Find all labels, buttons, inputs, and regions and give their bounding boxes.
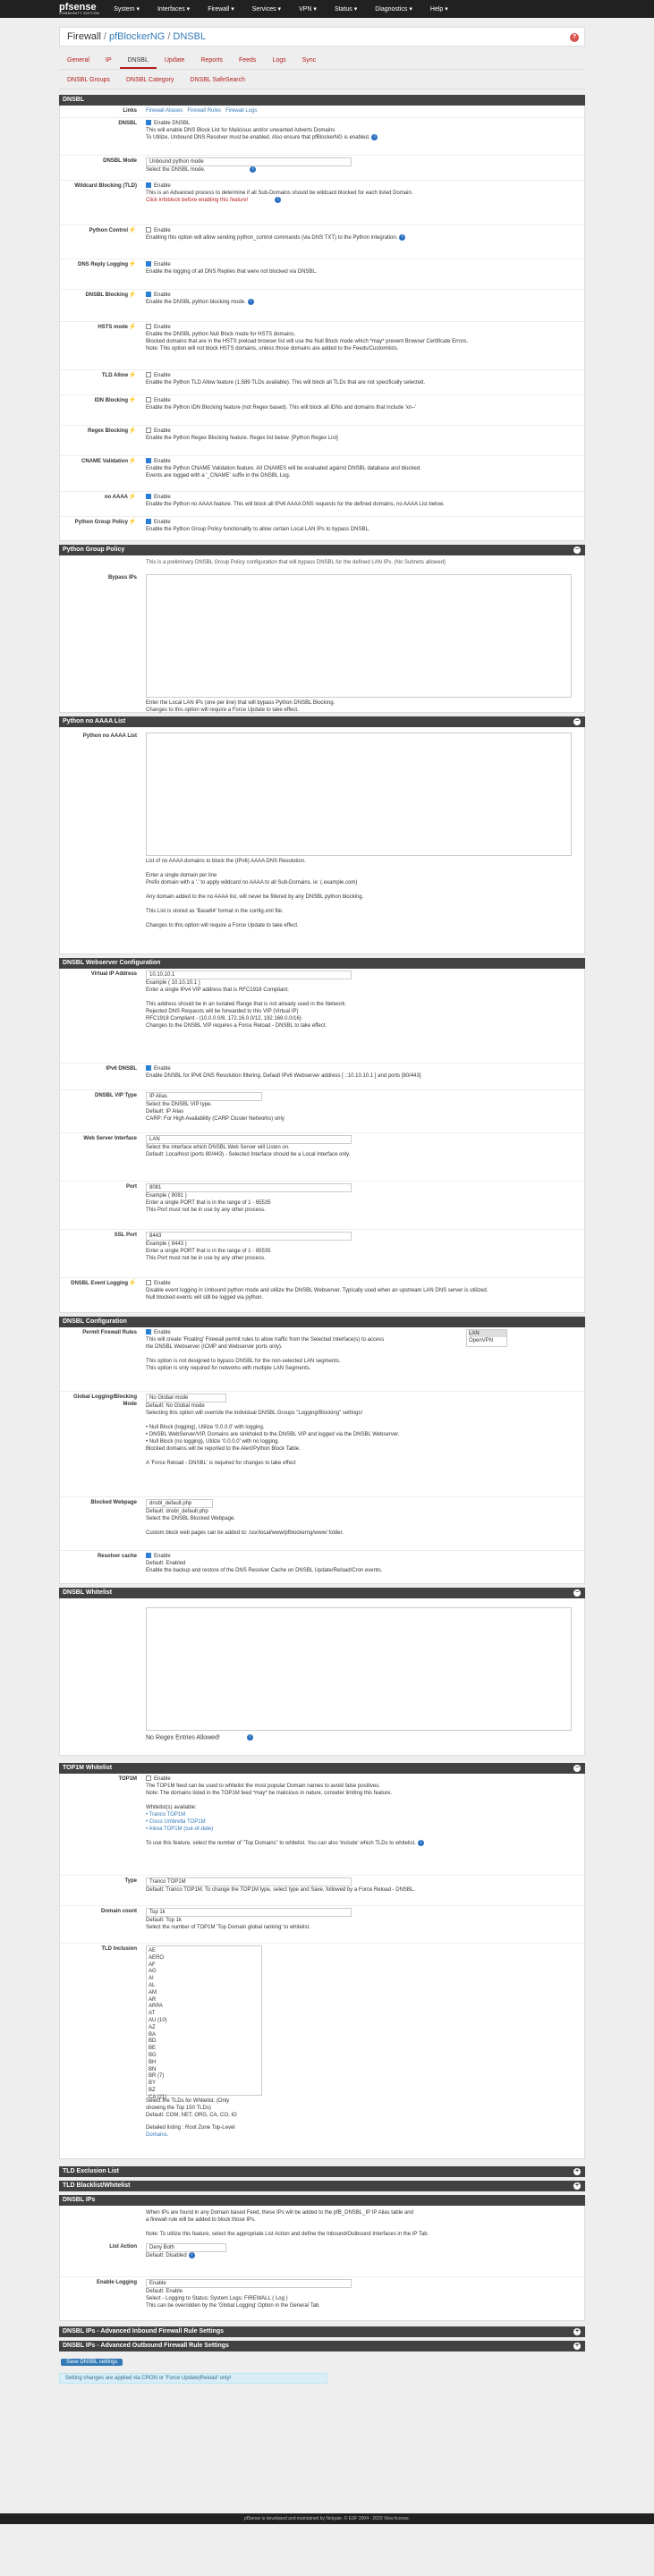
tld-option[interactable]: AF [149, 1962, 156, 1968]
vip-type-select[interactable]: IP Alias [146, 1092, 262, 1101]
info-icon[interactable]: i [247, 1734, 253, 1741]
bypass-ips-textarea[interactable] [146, 574, 572, 698]
global-logging-select[interactable]: No Global mode [146, 1394, 226, 1402]
tld-option[interactable]: CA (21) [149, 2094, 167, 2100]
section-header-whitelist: DNSBL Whitelist − [59, 1588, 585, 1598]
expand-icon[interactable]: + [574, 2343, 580, 2349]
section-dnsbl-ips: When IPs are found in any Domain based Feed, these IPs will be added to the pfB_DNSBL_IP IP Alias table and a firewall rule will be added to block those IPs. Note: To utilize this feature, select the appropriate List Action and define the Inbound/Outbound Interfaces in the IP Tab. List Action Deny Both Default: Disabled i Enable Logging Enable Default: Enable Select - Logging to Status: System Logs: FIREWALL ( Log ) This can be overridden by the 'Global Logging' Option in the General Tab. [59, 2206, 585, 2321]
tab-update[interactable]: Update [164, 57, 185, 64]
save-button[interactable]: Save DNSBL settings [61, 2359, 123, 2366]
link-firewall-aliases[interactable]: Firewall Aliases [146, 108, 183, 114]
section-configuration: Permit Firewall Rules Enable This will create 'Floating' Firewall permit rules to allow traffic from the Selected Interface(s) to access the DNSBL Webserver (ICMP and Webserver ports only). This option is not designed to bypass DNSBL for the non-selected LAN segments. This option is only required for networks with multiple LAN Segments. LAN OpenVPN Global Logging/Blocking Mode No Global mode Default: No Global mode Selecting this option will override the individual DNSBL Groups "Logging/Blocking" settings! • Null Block (logging), Utilize '0.0.0.0' with logging. • DNSBL WebServer/VIP, Domains are sinkholed to the DNSBL VIP and logged via the DNSBL Webserver. • Null Block (no logging), Utilize '0.0.0.0' with no logging. Blocked domains will be reported to the Alert/Python Block Table. A 'Force Reload - DNSBL' is required for changes to take effect Blocked Webpage dnsbl_default.php Default: dnsbl_default.php Select the DNSBL Blocked Webpage. Custom block web pages can be added to: /usr/local/www/pfblockerng/www/ folder. Resolver cache Enable Default: Enabled Enable the backup and restore of the DNS Resolver Cache on DNSBL Update/Reload/Cron events. [59, 1327, 585, 1584]
tab-ip[interactable]: IP [105, 57, 112, 64]
tab-reports[interactable]: Reports [200, 57, 223, 64]
info-icon[interactable]: i [399, 234, 405, 241]
expand-icon[interactable]: + [574, 2182, 580, 2189]
hsts-mode-checkbox[interactable] [146, 324, 151, 329]
navbar [0, 0, 654, 18]
info-alert: Setting changes are applied via CRON or 'Force Update|Reload' only! [59, 2373, 327, 2384]
permit-firewall-rules-checkbox[interactable] [146, 1329, 151, 1335]
bolt-icon: ⚡ [128, 519, 137, 525]
info-icon[interactable]: i [189, 2252, 195, 2258]
tld-option[interactable]: AERO [149, 1954, 165, 1961]
help-icon[interactable]: ? [570, 33, 579, 42]
virtual-ip-input[interactable]: 10.10.10.1 [146, 970, 352, 979]
section-whitelist: No Regex Entries Allowed! i [59, 1598, 585, 1756]
bolt-icon: ⚡ [128, 458, 137, 464]
info-icon[interactable]: i [371, 134, 378, 140]
sub-tabs [59, 73, 585, 89]
breadcrumb-firewall: Firewall [67, 31, 101, 42]
section-header-adv-inbound: DNSBL IPs - Advanced Inbound Firewall Rule Settings + [59, 2326, 585, 2337]
python-control-checkbox[interactable] [146, 227, 151, 233]
tld-option[interactable]: AM [149, 1989, 157, 1996]
menu-firewall[interactable]: Firewall ▾ [208, 6, 234, 13]
blocked-webpage-select[interactable]: dnsbl_default.php [146, 1499, 213, 1508]
tld-option[interactable]: BD [149, 2038, 157, 2045]
tld-option[interactable]: ARPA [149, 2004, 163, 2010]
menu-vpn[interactable]: VPN ▾ [299, 6, 317, 13]
tab-general[interactable]: General [67, 57, 89, 64]
tld-inclusion-listbox[interactable] [146, 1945, 262, 2100]
breadcrumb: Firewall / pfBlockerNG / DNSBL ? [59, 27, 585, 47]
section-webserver: Virtual IP Address 10.10.10.1 Example ( 10.10.10.1 ) Enter a single IPv4 VIP address that is RFC1918 Compliant. This address should be in an Isolated Range that is not already used in the Network. Rejected DNS Requests will be forwarded to this VIP (Virtual IP) RFC1918 Compliant - (10.0.0.0/8, 172.16.0.0/12, 192.168.0.0/16) Changes to the DNSBL VIP requires a Force Reload - DNSBL to take effect. IPv6 DNSBL Enable Enable DNSBL for IPv6 DNS Resolution filtering. Default IPv6 Webserver address [ ::10.10.10.1 ] and ports [80/443] DNSBL VIP Type IP Alias Select the DNSBL VIP type. Default: IP Alias CARP: For High Availability (CARP Cluster Networks) only Web Server Interface LAN Select the interface which DNSBL Web Server will Listen on. Default: Localhost (ports 80/443) - Selected Interface should be a Local Interface only. Port 8081 Example ( 8081 ) Enter a single PORT that is in the range of 1 - 65535 This Port must not be in use by any other process. SSL Port 8443 Example ( 8443 ) Enter a single PORT that is in the range of 1 - 65535 This Port must not be in use by any other process. DNSBL Event Logging⚡ Enable Disable event logging in Unbound python mode and utilize the DNSBL Webserver. Typically used when an upstream LAN DNS server is utilized. Null blocked events will still be logged via python. [59, 969, 585, 1313]
info-icon[interactable]: i [248, 299, 254, 305]
idn-blocking-checkbox[interactable] [146, 397, 151, 402]
section-header-dnsbl: DNSBL [59, 95, 585, 106]
tld-option[interactable]: BA [149, 2031, 157, 2038]
bolt-icon: ⚡ [128, 372, 137, 378]
ssl-port-input[interactable]: 8443 [146, 1232, 352, 1241]
subtab-dnsbl-category[interactable]: DNSBL Category [125, 77, 174, 83]
bolt-icon: ⚡ [128, 227, 137, 233]
bolt-icon: ⚡ [128, 397, 137, 403]
no-aaaa-textarea[interactable] [146, 733, 572, 856]
bolt-icon: ⚡ [128, 261, 137, 267]
enable-logging-select[interactable]: Enable [146, 2279, 352, 2288]
subtab-dnsbl-safesearch[interactable]: DNSBL SafeSearch [190, 77, 246, 83]
dns-reply-logging-checkbox[interactable] [146, 261, 151, 267]
section-header-dnsbl-ips: DNSBL IPs [59, 2195, 585, 2206]
link-alexa[interactable]: • Alexa TOP1M (out-of-date) [146, 1826, 214, 1832]
domain-count-select[interactable]: Top 1k [146, 1908, 352, 1917]
list-action-select[interactable]: Deny Both [146, 2243, 226, 2252]
tld-option[interactable]: BY [149, 2080, 157, 2087]
interface-option-openvpn[interactable]: OpenVPN [469, 1338, 494, 1343]
tld-option[interactable]: BN [149, 2066, 157, 2072]
main-tabs [59, 54, 585, 70]
webserver-interface-select[interactable]: LAN [146, 1135, 352, 1144]
link-firewall-rules[interactable]: Firewall Rules [187, 108, 222, 114]
tld-option[interactable]: BZ [149, 2087, 156, 2093]
bolt-icon: ⚡ [128, 1280, 137, 1286]
collapse-icon[interactable]: − [574, 1589, 580, 1596]
section-python-group-policy: This is a preliminary DNSBL Group Policy configuration that will bypass DNSBL for the defined LAN IPs. (No Subnets allowed) Bypass IPs Enter the Local LAN IPs (one per line) that will bypass Python DNSBL Blocking. Changes to this option will require a Force Update to take effect. [59, 555, 585, 713]
wildcard-blocking-checkbox[interactable] [146, 182, 151, 188]
cname-validation-checkbox[interactable] [146, 458, 151, 463]
tab-dnsbl[interactable]: DNSBL [120, 54, 157, 69]
link-firewall-logs[interactable]: Firewall Logs [225, 108, 258, 114]
regex-blocking-checkbox[interactable] [146, 428, 151, 433]
tld-option[interactable]: AU (10) [149, 2017, 167, 2023]
tld-option[interactable]: AG [149, 1969, 157, 1975]
event-logging-checkbox[interactable] [146, 1280, 151, 1285]
dnsbl-blocking-checkbox[interactable] [146, 292, 151, 297]
bolt-icon: ⚡ [128, 494, 137, 500]
tld-option[interactable]: AR [149, 1996, 157, 2003]
collapse-icon[interactable]: − [574, 1765, 580, 1771]
main-menu [114, 5, 466, 13]
interface-option-lan[interactable]: LAN [469, 1330, 506, 1337]
section-header-configuration: DNSBL Configuration [59, 1317, 585, 1327]
tld-option[interactable]: BR (7) [149, 2073, 165, 2080]
info-icon[interactable]: i [418, 1840, 424, 1846]
breadcrumb-pfblockerng[interactable]: pfBlockerNG [108, 31, 166, 42]
tld-option[interactable]: AZ [149, 2024, 156, 2030]
menu-help[interactable]: Help ▾ [429, 6, 448, 13]
dnsbl-mode-select[interactable]: Unbound python mode [146, 157, 352, 166]
expand-icon[interactable]: + [574, 2168, 580, 2174]
link-tranco[interactable]: • Tranco TOP1M [146, 1812, 186, 1818]
ipv6-dnsbl-checkbox[interactable] [146, 1065, 151, 1071]
menu-services[interactable]: Services ▾ [251, 6, 282, 13]
tab-feeds[interactable]: Feeds [238, 57, 257, 64]
section-header-python-group-policy: Python Group Policy − [59, 545, 585, 555]
info-icon[interactable]: i [275, 197, 281, 203]
collapse-icon[interactable]: − [574, 547, 580, 553]
info-icon[interactable]: i [250, 166, 256, 173]
bolt-icon: ⚡ [128, 324, 137, 330]
whitelist-textarea[interactable] [146, 1607, 572, 1731]
section-header-adv-outbound: DNSBL IPs - Advanced Outbound Firewall Rule Settings + [59, 2341, 585, 2351]
menu-diagnostics[interactable]: Diagnostics ▾ [375, 6, 412, 13]
tld-option[interactable]: BH [149, 2059, 157, 2065]
subtab-dnsbl-groups[interactable]: DNSBL Groups [67, 77, 110, 83]
link-root-zone[interactable]: Domains. [146, 2132, 169, 2138]
tld-option[interactable]: AI [149, 1976, 154, 1982]
top1m-enable-checkbox[interactable] [146, 1775, 151, 1781]
resolver-cache-checkbox[interactable] [146, 1553, 151, 1558]
link-cisco-umbrella[interactable]: • Cisco Umbrella TOP1M [146, 1819, 206, 1825]
no-aaaa-checkbox[interactable] [146, 494, 151, 499]
tab-logs[interactable]: Logs [272, 57, 286, 64]
section-top1m: TOP1M Enable The TOP1M feed can be used to whitelist the most popular Domain names to avoid false positives. Note: The domains listed in the TOP1M feed *may* be malicious in nature, consider limiting this feature. Whitelist(s) available: • Tranco TOP1M • Cisco Umbrella TOP1M • Alexa TOP1M (out-of-date) To use this feature, select the number of "Top Domains" to whitelist. You can also 'include' which TLDs to whitelist. i Type Tranco TOP1M Default: Tranco TOP1M. To change the TOP1M type, select type and Save, followed by a Force Reload - DNSBL. Domain count Top 1k Default: Top 1k Select the number of TOP1M 'Top Domain global ranking' to whitelist. TLD Inclusion AE AERO AF AG AI AL AM AR ARPA AT AU (10) AZ BA BD BE BG BH BN BR (7) BY BZ CA (21) Select the TLDs for Whitelist. (Only showing the Top 150 TLDs) Default: COM, NET, ORG, CA, CO, IO Detailed listing : Root Zone Top-Level Domains. [59, 1774, 585, 2159]
expand-icon[interactable]: + [574, 2328, 580, 2334]
footer: pfSense is developed and maintained by Netgate. © ESF 2004 - 2023 View license. [0, 2513, 654, 2524]
dnsbl-enable-checkbox[interactable] [146, 120, 151, 125]
tld-allow-checkbox[interactable] [146, 372, 151, 377]
section-header-webserver: DNSBL Webserver Configuration [59, 958, 585, 969]
tld-option[interactable]: BG [149, 2052, 157, 2058]
section-header-top1m: TOP1M Whitelist − [59, 1763, 585, 1774]
breadcrumb-dnsbl[interactable]: DNSBL [173, 31, 207, 42]
interfaces-multiselect[interactable] [466, 1329, 507, 1347]
tld-option[interactable]: AL [149, 1982, 156, 1988]
bolt-icon: ⚡ [128, 428, 137, 434]
tld-option[interactable]: BE [149, 2046, 157, 2052]
pfsense-logo[interactable]: pfsense COMMUNITY EDITION [59, 1, 100, 15]
section-python-no-aaaa: Python no AAAA List List of no AAAA domains to block the (IPv6) AAAA DNS Resolution. Enter a single domain per line Prefix domain with a '.' to apply wildcard no AAAA to all Sub-Domains. ie: (.example.com) Any domain added to the no AAAA list, will never be filtered by any DNSBL python blocking. This List is stored as 'Base64' format in the config.xml file. Changes to this option will require a Force Update to take effect. [59, 727, 585, 954]
section-header-tld-exclusion: TLD Exclusion List + [59, 2166, 585, 2177]
tab-sync[interactable]: Sync [302, 57, 317, 64]
menu-system[interactable]: System ▾ [114, 6, 140, 13]
port-input[interactable]: 8081 [146, 1183, 352, 1192]
collapse-icon[interactable]: − [574, 718, 580, 724]
menu-interfaces[interactable]: Interfaces ▾ [157, 6, 191, 13]
python-group-policy-checkbox[interactable] [146, 519, 151, 524]
menu-status[interactable]: Status ▾ [334, 6, 358, 13]
tld-option[interactable]: AE [149, 1948, 157, 1953]
section-header-tld-blacklist: TLD Blacklist/Whitelist + [59, 2181, 585, 2191]
top1m-type-select[interactable]: Tranco TOP1M [146, 1877, 352, 1886]
tld-option[interactable]: AT [149, 2011, 156, 2017]
bolt-icon: ⚡ [128, 292, 137, 298]
section-dnsbl: Links Firewall Aliases Firewall Rules Firewall Logs DNSBL Enable DNSBL This will enable DNS Block List for Malicious and/or unwanted Adverts Domains To Utilize, Unbound DNS Resolver must be enabled. Also ensure that pfBlockerNG is enabled. i DNSBL Mode Unbound python mode Select the DNSBL mode. i Wildcard Blocking (TLD) Enable This is an Advanced process to determine if all Sub-Domains should be wildcard blocked for each listed Domain. Click infoblock before enabling this feature! i Python Control⚡ Enable Enabling this option will allow sending python_control commands (via DNS TXT) to the Python integration. i DNS Reply Logging⚡ Enable Enable the logging of all DNS Replies that were not blocked via DNSBL. DNSBL Blocking⚡ Enable Enable the DNSBL python blocking mode. i HSTS mode⚡ Enable Enable the DNSBL python Null Block mode for HSTS domains. Blocked domains that are in the HSTS preload browser list will use the Null Block mode which *may* prevent Browser Certificate Errors. Note: This option will not block HSTS domains, unless those domains are added to the Feeds/Customlists. TLD Allow⚡ Enable Enable the Python TLD Allow feature (1,589 TLDs available). This will block all TLDs that are not specifically selected. IDN Blocking⚡ Enable Enable the Python IDN Blocking feature (not Regex based). This will block all IDNs and domains that include 'xn--' Regex Blocking⚡ Enable Enable the Python Regex Blocking feature. Regex list below. [Python Regex List] CNAME Validation⚡ Enable Enable the Python CNAME Validation feature. All CNAMES will be evaluated against DNSBL database and blocked. Events are logged with a '_CNAME' suffix in the DNSBL Log. no AAAA⚡ Enable Enable the Python no AAAA feature. This will block all IPv6 AAAA DNS requests for the defined domains, no AAAA List below. Python Group Policy⚡ Enable Enable the Python Group Policy functionality to allow certain Local LAN IPs to bypass DNSBL. [59, 106, 585, 541]
section-header-python-no-aaaa: Python no AAAA List − [59, 716, 585, 727]
